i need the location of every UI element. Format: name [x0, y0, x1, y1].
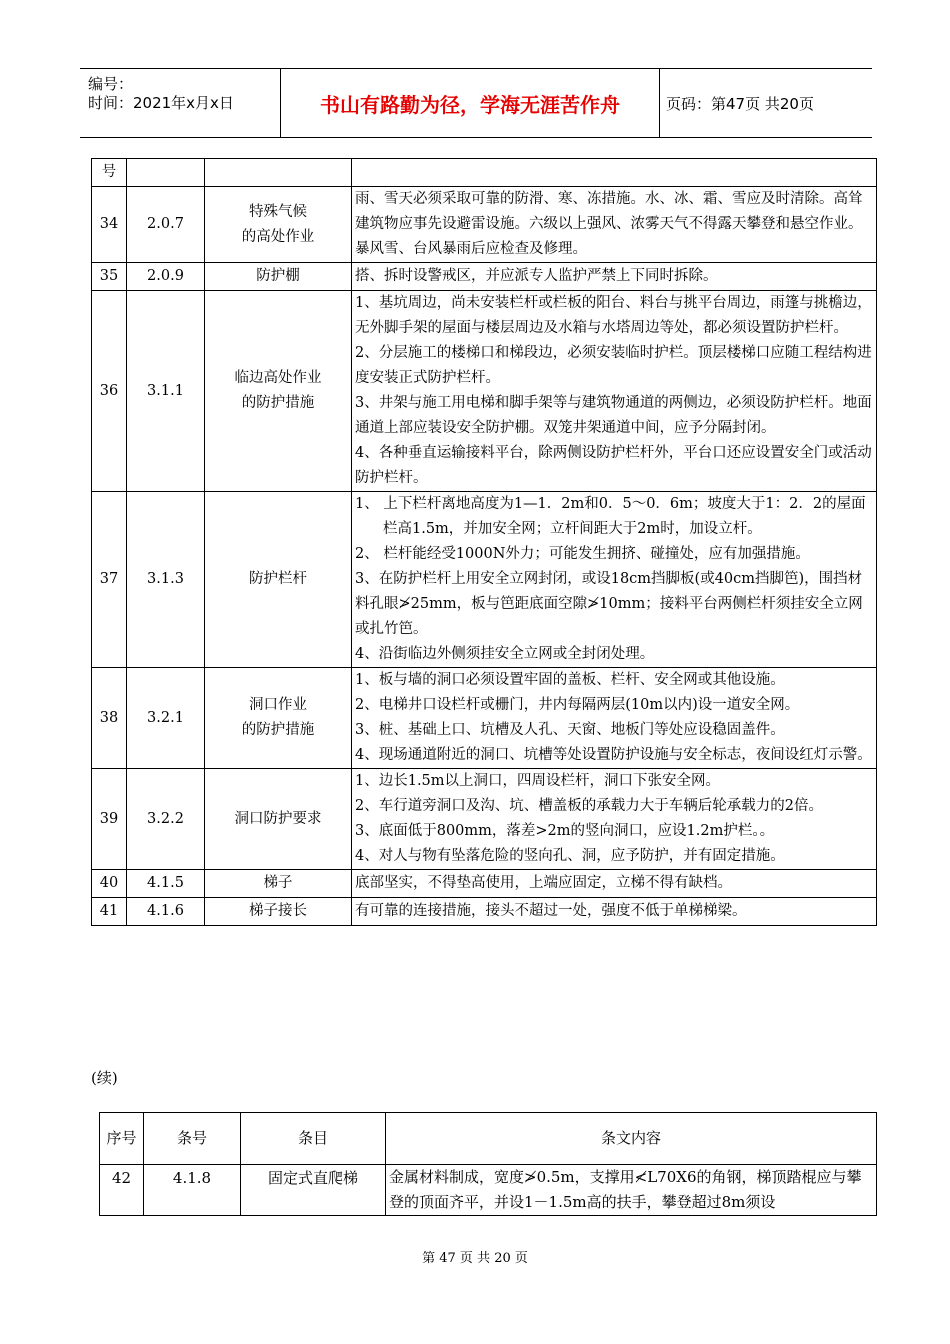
header-cell [205, 159, 352, 187]
row-content: 金属材料制成，宽度≯0.5m，支撑用≮L70X6的角钢，梯顶踏棍应与攀登的顶面齐平，并设1－1.5m高的扶手，攀登超过8m须设 [386, 1165, 877, 1216]
table-header-row [100, 1113, 877, 1165]
content-paragraph: 雨、雪天必须采取可靠的防滑、寒、冻措施。水、冰、霜、雪应及时清除。高耸建筑物应事先设避雷设施。六级以上强风、浓雾天气不得露天攀登和悬空作业。暴风雪、台风暴雨后应检查及修理。 [355, 191, 863, 257]
content-paragraph: 3、在防护栏杆上用安全立网封闭，或设18cm挡脚板(或40cm挡脚笆)，围挡材料孔眼≯25mm，板与笆距底面空隙≯10mm；接料平台两侧栏杆须挂安全立网或扎竹笆。 [355, 571, 863, 637]
row-no: 36 [92, 291, 127, 492]
row-no: 41 [92, 898, 127, 926]
content-paragraph: 4、对人与物有坠落危险的竖向孔、洞，应予防护，并有固定措施。 [355, 848, 785, 864]
table-row [100, 1165, 877, 1216]
row-item [205, 668, 352, 769]
content-paragraph: 3、桩、基础上口、坑槽及人孔、天窗、地板门等处应设稳固盖件。 [355, 722, 785, 738]
content-paragraph: 底部坚实，不得垫高使用，上端应固定，立梯不得有缺档。 [355, 875, 732, 891]
row-no: 39 [92, 769, 127, 870]
content-paragraph: 2、分层施工的楼梯口和梯段边，必须安装临时护栏。顶层楼梯口应随工程结构进度安装正式防护栏杆。 [355, 345, 872, 386]
row-item [205, 898, 352, 926]
header-right-cell [660, 69, 872, 137]
row-item [205, 291, 352, 492]
row-content [352, 492, 877, 668]
header-clause: 条号 [144, 1113, 241, 1165]
content-paragraph: 1、 上下栏杆离地高度为1—1．2m和0．5～0．6m；坡度大于1：2．2的屋面栏高1.5m，并加安全网；立杆间距大于2m时，加设立杆。 [355, 496, 866, 537]
row-clause: 2.0.7 [127, 187, 205, 263]
safety-table [91, 158, 877, 926]
content-paragraph: 3、底面低于800mm，落差>2m的竖向洞口，应设1.2m护栏。。 [355, 823, 775, 839]
row-item-line: 梯子接长 [249, 903, 307, 919]
row-clause: 3.1.3 [127, 492, 205, 668]
row-content [352, 291, 877, 492]
row-item [205, 769, 352, 870]
row-no: 40 [92, 870, 127, 898]
row-no: 34 [92, 187, 127, 263]
row-clause: 3.2.1 [127, 668, 205, 769]
row-no: 37 [92, 492, 127, 668]
row-content [352, 263, 877, 291]
header-left-cell [80, 69, 281, 137]
table-row [92, 492, 877, 668]
row-clause: 3.2.2 [127, 769, 205, 870]
header-cell [127, 159, 205, 187]
time-label: 时间：2021年x月x日 [88, 94, 234, 112]
safety-table-continued [99, 1112, 877, 1216]
row-item-line: 的防护措施 [241, 722, 315, 738]
row-item [205, 870, 352, 898]
header-serial: 序号 [100, 1113, 144, 1165]
row-item-line: 临边高处作业 [234, 370, 322, 386]
row-content [352, 898, 877, 926]
row-clause: 2.0.9 [127, 263, 205, 291]
table-header-row [92, 159, 877, 187]
header-cell [352, 159, 877, 187]
page-footer: 第 47 页 共 20 页 [422, 1251, 528, 1266]
row-content [352, 870, 877, 898]
table-row [92, 870, 877, 898]
table-row [92, 187, 877, 263]
content-paragraph: 1、基坑周边，尚未安装栏杆或栏板的阳台、料台与挑平台周边，雨篷与挑檐边，无外脚手架的屋面与楼层周边及水箱与水塔周边等处，都必须设置防护栏杆。 [355, 295, 872, 336]
row-item-line: 洞口防护要求 [234, 810, 322, 827]
table-row [92, 263, 877, 291]
header-motto-cell [281, 69, 660, 137]
table-row [92, 291, 877, 492]
continued-label: (续) [91, 1069, 118, 1087]
row-clause: 3.1.1 [127, 291, 205, 492]
content-paragraph: 4、沿街临边外侧须挂安全立网或全封闭处理。 [355, 646, 655, 662]
row-clause: 4.1.8 [144, 1165, 241, 1216]
row-no: 35 [92, 263, 127, 291]
content-paragraph: 4、现场通道附近的洞口、坑槽等处设置防护设施与安全标志，夜间设红灯示警。 [355, 747, 872, 763]
row-clause: 4.1.6 [127, 898, 205, 926]
content-paragraph: 2、电梯井口设栏杆或栅门，井内每隔两层(10m以内)设一道安全网。 [355, 697, 800, 713]
row-item-line: 的高处作业 [241, 228, 315, 245]
row-no: 42 [100, 1165, 144, 1216]
page-header [80, 68, 872, 138]
table-row [92, 668, 877, 769]
row-item-line: 防护棚 [256, 268, 300, 284]
row-content [352, 769, 877, 870]
content-paragraph: 2、 栏杆能经受1000N外力；可能发生拥挤、碰撞处，应有加强措施。 [355, 546, 810, 562]
row-item [205, 187, 352, 263]
row-item-line: 洞口作业 [249, 697, 307, 713]
row-item-line: 防护栏杆 [249, 571, 307, 587]
content-paragraph: 4、各种垂直运输接料平台，除两侧设防护栏杆外，平台口还应设置安全门或活动防护栏杆。 [355, 445, 872, 486]
header-item: 条目 [241, 1113, 386, 1165]
row-content [352, 187, 877, 263]
content-paragraph: 1、板与墙的洞口必须设置牢固的盖板、栏杆、安全网或其他设施。 [355, 672, 785, 688]
row-item-line: 特殊气候 [249, 203, 307, 220]
row-item: 固定式直爬梯 [241, 1165, 386, 1216]
header-cell: 号 [92, 159, 127, 187]
table-row [92, 769, 877, 870]
content-paragraph: 有可靠的连接措施，接头不超过一处，强度不低于单梯梯梁。 [355, 903, 747, 919]
motto: 书山有路勤为径，学海无涯苦作舟 [320, 92, 620, 117]
page-label: 页码：第47页 共20页 [666, 94, 814, 113]
content-paragraph: 3、井架与施工用电梯和脚手架等与建筑物通道的两侧边，必须设防护栏杆。地面通道上部应装设安全防护棚。双笼井架通道中间，应予分隔封闭。 [355, 395, 872, 436]
content-paragraph: 1、边长1.5m以上洞口，四周设栏杆，洞口下张安全网。 [355, 773, 721, 789]
row-no: 38 [92, 668, 127, 769]
number-label: 编号： [88, 75, 134, 93]
row-item-line: 梯子 [263, 875, 293, 891]
row-content [352, 668, 877, 769]
content-paragraph: 搭、拆时设警戒区，并应派专人监护严禁上下同时拆除。 [355, 268, 718, 284]
row-item [205, 263, 352, 291]
header-content: 条文内容 [386, 1113, 877, 1165]
row-clause: 4.1.5 [127, 870, 205, 898]
table-row [92, 898, 877, 926]
row-item [205, 492, 352, 668]
row-item-line: 的防护措施 [241, 395, 315, 411]
content-paragraph: 2、车行道旁洞口及沟、坑、槽盖板的承载力大于车辆后轮承载力的2倍。 [355, 798, 823, 814]
